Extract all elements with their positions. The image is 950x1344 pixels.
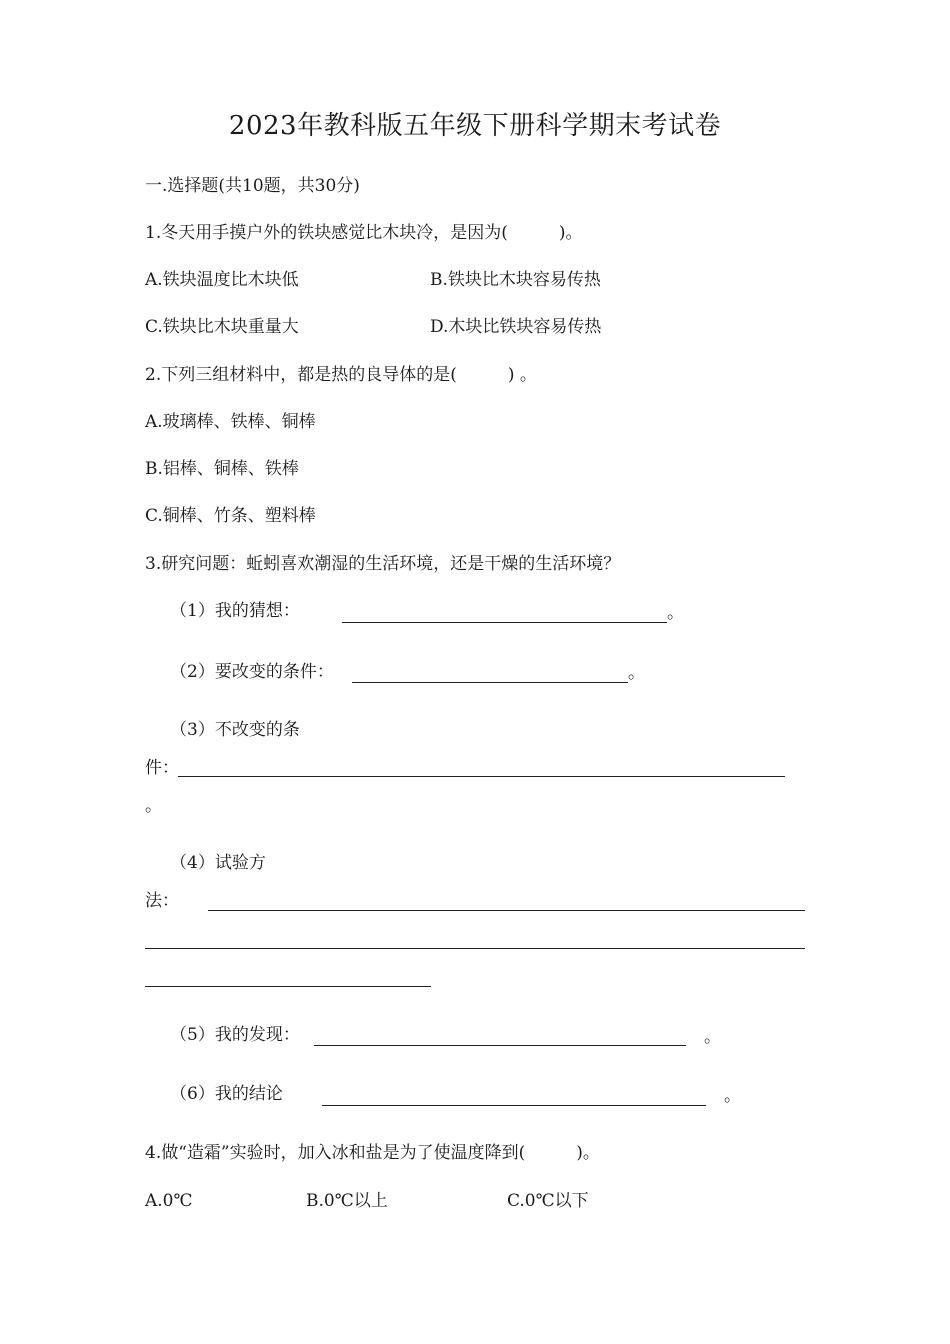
q3-part-5-label: （5）我的发现： — [170, 1025, 300, 1045]
question-3-stem: 3.研究问题：蚯蚓喜欢潮湿的生活环境，还是干燥的生活环境？ — [145, 554, 621, 574]
question-4-option-a: A.0℃ — [145, 1191, 193, 1211]
q3-part-3-period: 。 — [145, 796, 162, 816]
question-2-option-c: C.铜棒、竹条、塑料棒 — [145, 506, 316, 526]
q3-part-4-label-cont: 法： — [145, 891, 179, 911]
question-1-option-d: D.木块比铁块容易传热 — [430, 317, 602, 337]
question-1-option-c: C.铁块比木块重量大 — [145, 317, 299, 337]
q3-part-6-label: （6）我的结论 — [170, 1084, 283, 1104]
q3-part-1-period: 。 — [667, 603, 684, 623]
section-heading: 一.选择题(共10题，共30分) — [145, 176, 360, 196]
question-1-option-a: A.铁块温度比木块低 — [145, 270, 299, 290]
q3-part-5-answer-line — [314, 1045, 686, 1046]
q3-part-2-label: （2）要改变的条件： — [170, 662, 334, 682]
q3-part-4-answer-line-1 — [208, 910, 805, 911]
question-2-option-b: B.铝棒、铜棒、铁棒 — [145, 459, 299, 479]
question-1-stem: 1.冬天用手摸户外的铁块感觉比木块冷，是因为( )。 — [145, 223, 583, 243]
q3-part-6-answer-line — [322, 1105, 706, 1106]
question-2-stem: 2.下列三组材料中，都是热的良导体的是( ) 。 — [145, 365, 537, 385]
question-2-option-a: A.玻璃棒、铁棒、铜棒 — [145, 412, 316, 432]
q3-part-1-answer-line — [342, 622, 667, 623]
q3-part-4-answer-line-2 — [145, 948, 805, 949]
question-4-option-b: B.0℃以上 — [306, 1191, 388, 1211]
q3-part-4-answer-line-3 — [145, 986, 431, 987]
q3-part-3-label-cont: 件： — [145, 758, 179, 778]
q3-part-5-period: 。 — [704, 1027, 721, 1047]
question-4-stem: 4.做“造霜”实验时，加入冰和盐是为了使温度降到( )。 — [145, 1143, 600, 1163]
q3-part-4-label: （4）试验方 — [170, 853, 266, 873]
q3-part-2-period: 。 — [628, 663, 645, 683]
exam-title: 2023年教科版五年级下册科学期末考试卷 — [228, 111, 722, 141]
q3-part-3-label: （3）不改变的条 — [170, 720, 300, 740]
q3-part-2-answer-line — [352, 682, 628, 683]
question-4-option-c: C.0℃以下 — [507, 1191, 589, 1211]
question-1-option-b: B.铁块比木块容易传热 — [430, 270, 601, 290]
q3-part-6-period: 。 — [724, 1086, 741, 1106]
q3-part-1-label: （1）我的猜想： — [170, 601, 300, 621]
q3-part-3-answer-line — [178, 776, 785, 777]
